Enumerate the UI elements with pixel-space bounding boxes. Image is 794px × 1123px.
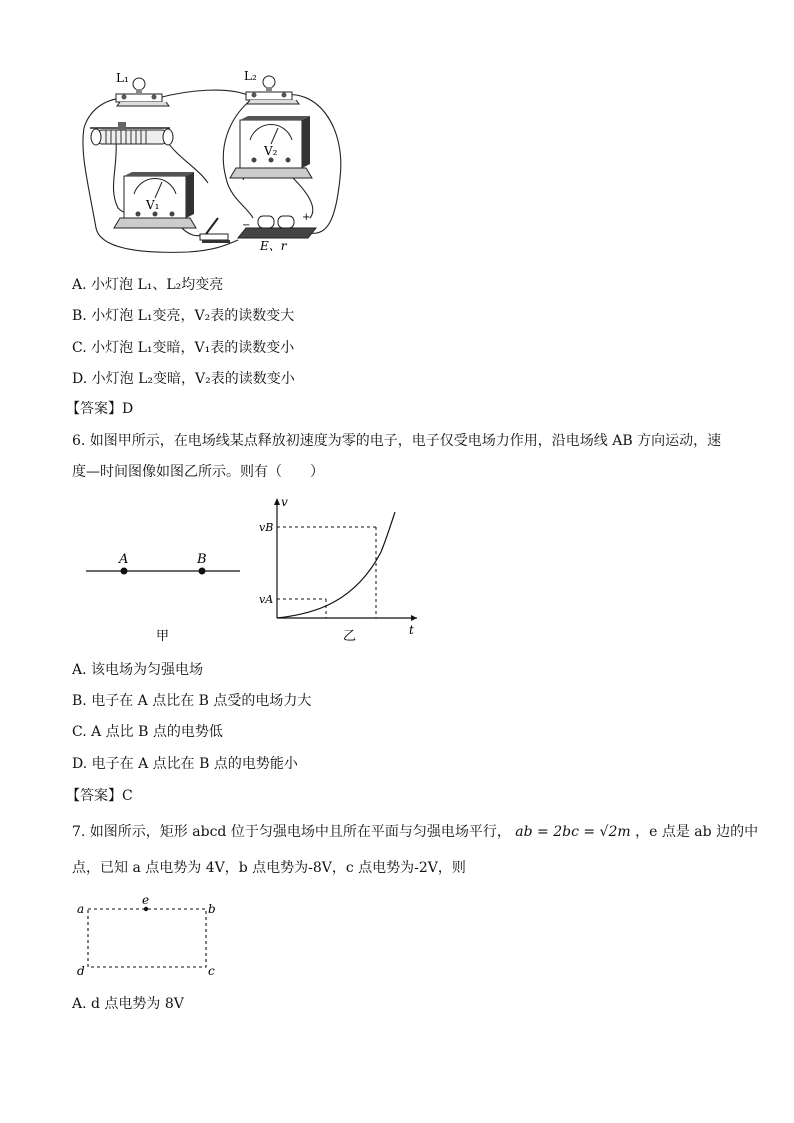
q6-answer: 【答案】C [66, 788, 133, 804]
corner-c: c [208, 964, 215, 977]
vb-label: vB [259, 521, 274, 534]
rect-dashed [88, 909, 206, 967]
q5-option-b: B. 小灯泡 L₁变亮，V₂表的读数变大 [72, 308, 295, 324]
svg-text:+: + [302, 212, 311, 223]
q7-formula: ab = 2bc = √2m [515, 824, 631, 840]
q6-stem: 6. 如图甲所示，在电场线某点释放初速度为零的电子，电子仅受电场力作用，沿电场线 AB 方向运动，速度—时间图像如图乙所示。则有（ ） [72, 433, 722, 480]
point-b-dot [199, 568, 206, 575]
q6-option-b: B. 电子在 A 点比在 B 点受的电场力大 [72, 693, 312, 709]
q7-stem-line1 [72, 822, 758, 842]
figure-yi-vt-graph [255, 492, 425, 644]
point-e-label: e [142, 893, 150, 907]
label-v1: V₁ [146, 198, 160, 212]
label-v2: V₂ [264, 144, 278, 158]
corner-a: a [77, 902, 85, 916]
circuit-diagram [78, 68, 350, 260]
q7-stem-line2: 点，已知 a 点电势为 4V，b 点电势为-8V，c 点电势为-2V，则 [72, 860, 466, 876]
q6-option-c: C. A 点比 B 点的电势低 [72, 724, 223, 740]
q6-option-a: A. 该电场为匀强电场 [72, 662, 204, 678]
q6-option-d: D. 电子在 A 点比在 B 点的电势能小 [72, 756, 298, 772]
v-axis-label: v [281, 495, 288, 509]
label-l1: L₁ [116, 71, 129, 85]
point-a-dot [121, 568, 128, 575]
vt-curve [277, 512, 395, 618]
caption-jia: 甲 [156, 629, 170, 644]
t-axis-label: t [409, 623, 414, 637]
q5-option-a: A. 小灯泡 L₁、L₂均变亮 [72, 277, 224, 293]
caption-yi: 乙 [343, 629, 357, 644]
q7-stem-part2: ，e 点是 ab 边的中 [635, 824, 759, 840]
va-label: vA [259, 593, 274, 606]
q5-answer: 【答案】D [66, 401, 134, 417]
point-a-label: A [119, 552, 129, 567]
label-source: E、r [260, 239, 287, 253]
point-b-label: B [197, 552, 207, 567]
corner-d: d [77, 964, 85, 977]
v-axis-arrow [274, 498, 280, 505]
point-e-dot [144, 907, 148, 911]
figure-jia [84, 545, 244, 645]
label-l2: L₂ [244, 69, 257, 83]
q7-stem-part1: 7. 如图所示，矩形 abcd 位于匀强电场中且所在平面与匀强电场平行， [72, 824, 511, 840]
corner-b: b [208, 902, 216, 916]
switch-icon [200, 218, 230, 243]
rheostat-icon [90, 122, 173, 145]
svg-text:−: − [242, 220, 251, 231]
q5-option-c: C. 小灯泡 L₁变暗，V₁表的读数变小 [72, 340, 295, 356]
q7-option-a: A. d 点电势为 8V [72, 996, 184, 1012]
battery-icon [238, 212, 316, 238]
q5-option-d: D. 小灯泡 L₂变暗，V₂表的读数变小 [72, 371, 295, 387]
t-axis-arrow [411, 615, 417, 621]
figure-rectangle-abcd [74, 893, 224, 977]
